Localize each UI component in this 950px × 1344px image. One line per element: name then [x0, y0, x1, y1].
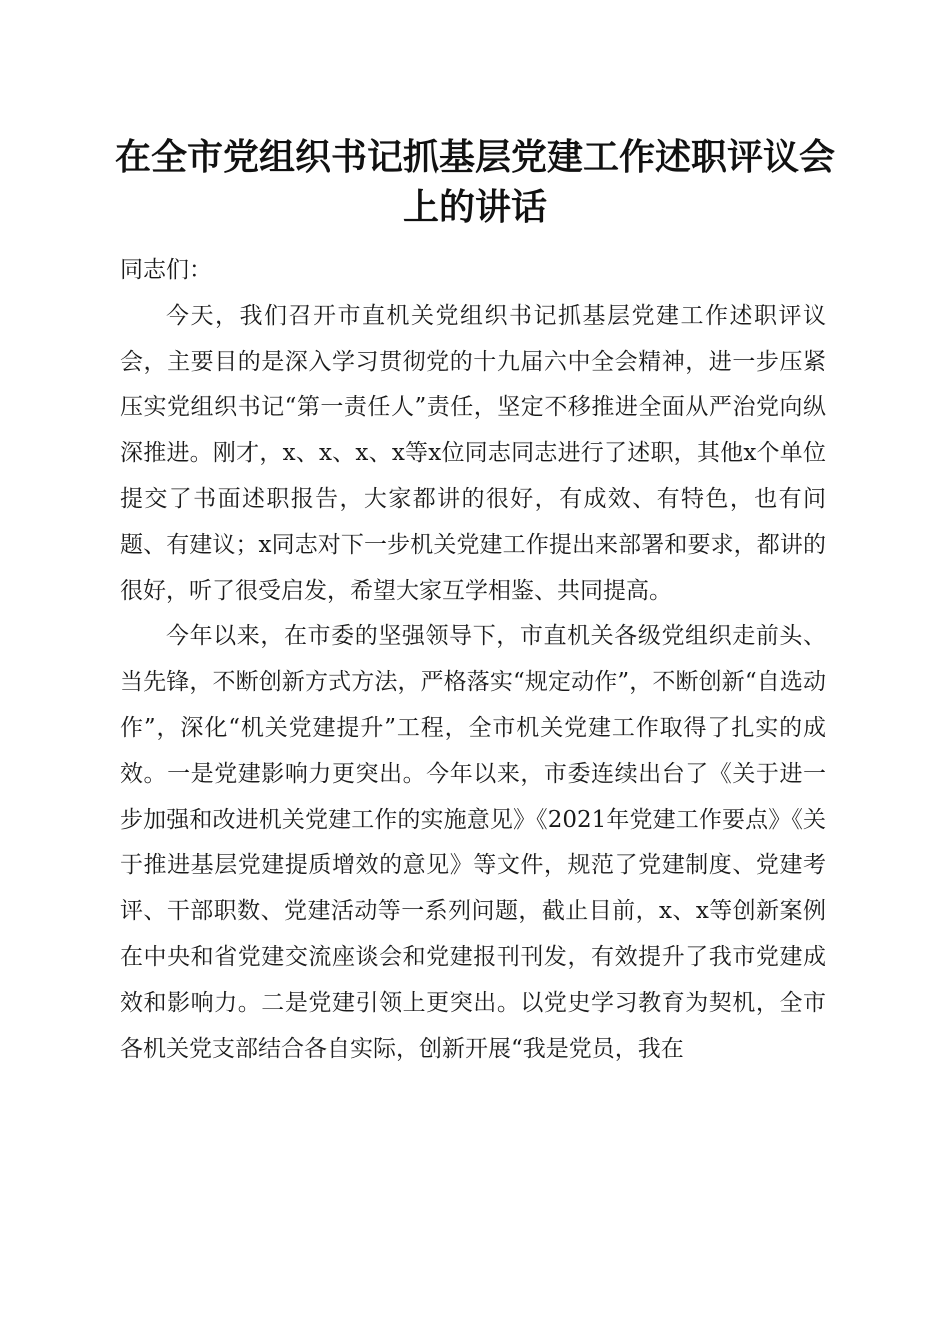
- document-body: [120, 248, 826, 1072]
- paragraph-2: 今年以来，在市委的坚强领导下，市直机关各级党组织走前头、当先锋，不断创新方式方法，严格落实“规定动作”，不断创新“自选动作”，深化“机关党建提升”工程，全市机关党建工作取得了扎实的成效。一是党建影响力更突出。今年以来，市委连续出台了《关于进一步加强和改进机关党建工作的实施意见》《2021年党建工作要点》《关于推进基层党建提质增效的意见》等文件，规范了党建制度、党建考评、干部职数、党建活动等一系列问题，截止目前，x、x等创新案例在中央和省党建交流座谈会和党建报刊刊发，有效提升了我市党建成效和影响力。二是党建引领上更突出。以党史学习教育为契机，全市各机关党支部结合各自实际，创新开展“我是党员，我在: [120, 623, 826, 1062]
- salutation: 同志们：: [120, 257, 212, 283]
- paragraph-1: 今天，我们召开市直机关党组织书记抓基层党建工作述职评议会，主要目的是深入学习贯彻党的十九届六中全会精神，进一步压紧压实党组织书记“第一责任人”责任，坚定不移推进全面从严治党向纵深推进。刚才，x、x、x、x等x位同志同志进行了述职，其他x个单位提交了书面述职报告，大家都讲的很好，有成效、有特色，也有问题、有建议；x同志对下一步机关党建工作提出来部署和要求，都讲的很好，听了很受启发，希望大家互学相鉴、共同提高。: [120, 302, 826, 604]
- document-title: 在全市党组织书记抓基层党建工作述职评议会上的讲话: [114, 136, 835, 228]
